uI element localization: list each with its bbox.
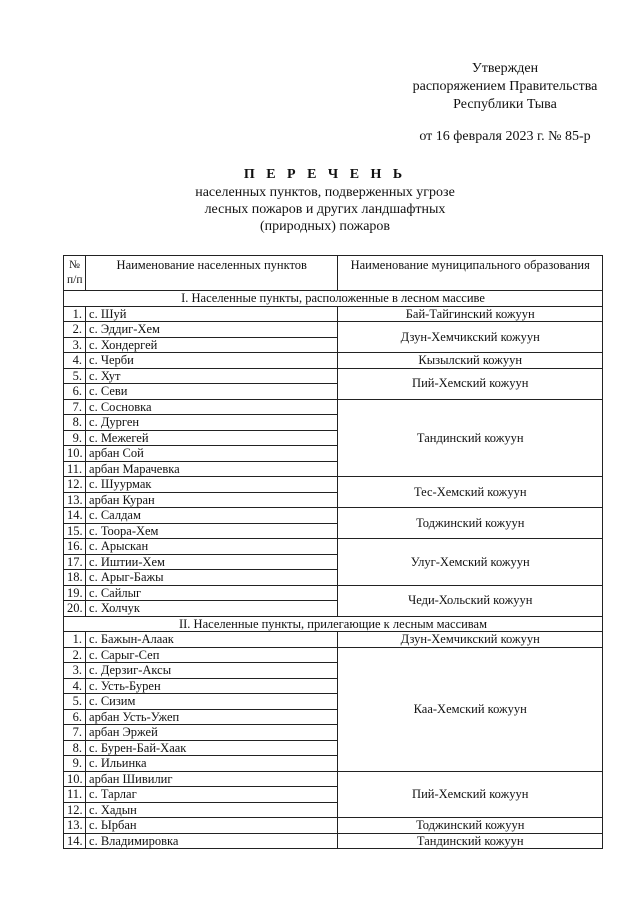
municipality-name: Дзун-Хемчикский кожуун: [338, 632, 603, 648]
section-row: [64, 291, 603, 307]
row-number: 16.: [64, 539, 86, 555]
row-number: 14.: [64, 833, 86, 849]
row-number: 3.: [64, 663, 86, 679]
municipality-name: Тес-Хемский кожуун: [338, 477, 603, 508]
row-number: 4.: [64, 353, 86, 369]
settlement-name: с. Бажын-Алаак: [86, 632, 338, 648]
header-municipality: Наименование муниципального образования: [338, 256, 603, 291]
table-row: [64, 508, 603, 524]
table-row: [64, 818, 603, 834]
table-row: [64, 368, 603, 384]
settlement-name: арбан Сой: [86, 446, 338, 462]
row-number: 9.: [64, 430, 86, 446]
table-header-row: [64, 256, 603, 291]
document-heading: [150, 166, 500, 235]
settlement-name: арбан Куран: [86, 492, 338, 508]
table-row: [64, 833, 603, 849]
row-number: 8.: [64, 415, 86, 431]
row-number: 3.: [64, 337, 86, 353]
approval-line-3: Республики Тыва: [453, 97, 557, 112]
settlement-name: с. Салдам: [86, 508, 338, 524]
settlement-name: с. Ильинка: [86, 756, 338, 772]
municipality-name: Тоджинский кожуун: [338, 508, 603, 539]
settlement-name: с. Сосновка: [86, 399, 338, 415]
table-row: [64, 647, 603, 663]
approval-line-2: распоряжением Правительства: [412, 79, 598, 94]
settlement-name: с. Дурген: [86, 415, 338, 431]
row-number: 12.: [64, 477, 86, 493]
municipality-name: Чеди-Хольский кожуун: [338, 585, 603, 616]
settlement-name: с. Шуй: [86, 306, 338, 322]
municipality-name: Пий-Хемский кожуун: [338, 771, 603, 818]
row-number: 13.: [64, 492, 86, 508]
section-2-title: II. Населенные пункты, прилегающие к лесным массивам: [64, 616, 603, 632]
municipality-name: Каа-Хемский кожуун: [338, 647, 603, 771]
municipality-name: Пий-Хемский кожуун: [338, 368, 603, 399]
municipality-name: Тандинский кожуун: [338, 399, 603, 477]
section-row: [64, 616, 603, 632]
settlement-name: с. Сарыг-Сеп: [86, 647, 338, 663]
row-number: 6.: [64, 384, 86, 400]
settlement-name: с. Владимировка: [86, 833, 338, 849]
settlement-name: арбан Шивилиг: [86, 771, 338, 787]
document-subtitle-2: лесных пожаров и других ландшафтных: [204, 202, 446, 217]
settlement-name: с. Ырбан: [86, 818, 338, 834]
header-number-line-1: №: [69, 259, 80, 271]
settlement-name: с. Холчук: [86, 601, 338, 617]
settlement-name: с. Бурен-Бай-Хаак: [86, 740, 338, 756]
settlement-name: с. Усть-Бурен: [86, 678, 338, 694]
row-number: 2.: [64, 647, 86, 663]
row-number: 10.: [64, 771, 86, 787]
row-number: 13.: [64, 818, 86, 834]
settlement-name: с. Тарлаг: [86, 787, 338, 803]
table-row: [64, 477, 603, 493]
municipality-name: Кызылский кожуун: [338, 353, 603, 369]
row-number: 19.: [64, 585, 86, 601]
row-number: 15.: [64, 523, 86, 539]
row-number: 8.: [64, 740, 86, 756]
table-row: [64, 539, 603, 555]
row-number: 7.: [64, 399, 86, 415]
table-row: [64, 306, 603, 322]
table-row: [64, 353, 603, 369]
row-number: 5.: [64, 368, 86, 384]
document-subtitle-1: населенных пунктов, подверженных угрозе: [195, 185, 455, 200]
row-number: 12.: [64, 802, 86, 818]
table-row: [64, 585, 603, 601]
settlement-name: с. Хут: [86, 368, 338, 384]
header-settlement-name: Наименование населенных пунктов: [86, 256, 338, 291]
settlement-name: с. Межегей: [86, 430, 338, 446]
municipality-name: Бай-Тайгинский кожуун: [338, 306, 603, 322]
table-row: [64, 771, 603, 787]
settlement-name: арбан Эржей: [86, 725, 338, 741]
municipality-name: Тоджинский кожуун: [338, 818, 603, 834]
row-number: 5.: [64, 694, 86, 710]
settlement-name: с. Арыскан: [86, 539, 338, 555]
settlement-name: арбан Усть-Ужеп: [86, 709, 338, 725]
row-number: 14.: [64, 508, 86, 524]
settlement-name: с. Арыг-Бажы: [86, 570, 338, 586]
settlement-name: с. Тоора-Хем: [86, 523, 338, 539]
row-number: 2.: [64, 322, 86, 338]
approval-date: от 16 февраля 2023 г. № 85-р: [419, 129, 591, 144]
municipality-name: Улуг-Хемский кожуун: [338, 539, 603, 586]
table-row: [64, 322, 603, 338]
row-number: 18.: [64, 570, 86, 586]
settlement-name: с. Эддиг-Хем: [86, 322, 338, 338]
header-number: [64, 256, 86, 291]
municipality-name: Тандинский кожуун: [338, 833, 603, 849]
row-number: 10.: [64, 446, 86, 462]
settlement-name: с. Иштии-Хем: [86, 554, 338, 570]
settlement-name: с. Сизим: [86, 694, 338, 710]
settlement-name: с. Сайлыг: [86, 585, 338, 601]
approval-block: [395, 60, 615, 146]
row-number: 11.: [64, 461, 86, 477]
settlements-table: [63, 255, 603, 849]
settlement-name: с. Хондергей: [86, 337, 338, 353]
row-number: 4.: [64, 678, 86, 694]
table-row: [64, 632, 603, 648]
row-number: 1.: [64, 306, 86, 322]
settlement-name: с. Севи: [86, 384, 338, 400]
settlement-name: арбан Марачевка: [86, 461, 338, 477]
municipality-name: Дзун-Хемчикский кожуун: [338, 322, 603, 353]
document-title: П Е Р Е Ч Е Н Ь: [243, 167, 407, 182]
settlement-name: с. Дерзиг-Аксы: [86, 663, 338, 679]
row-number: 20.: [64, 601, 86, 617]
header-number-line-2: п/п: [67, 273, 83, 286]
approval-line-1: Утвержден: [471, 61, 539, 76]
document-subtitle-3: (природных) пожаров: [259, 219, 391, 234]
row-number: 6.: [64, 709, 86, 725]
row-number: 1.: [64, 632, 86, 648]
settlement-name: с. Черби: [86, 353, 338, 369]
row-number: 17.: [64, 554, 86, 570]
row-number: 7.: [64, 725, 86, 741]
row-number: 11.: [64, 787, 86, 803]
row-number: 9.: [64, 756, 86, 772]
table-row: [64, 399, 603, 415]
section-1-title: I. Населенные пункты, расположенные в лесном массиве: [64, 291, 603, 307]
settlement-name: с. Хадын: [86, 802, 338, 818]
settlement-name: с. Шуурмак: [86, 477, 338, 493]
